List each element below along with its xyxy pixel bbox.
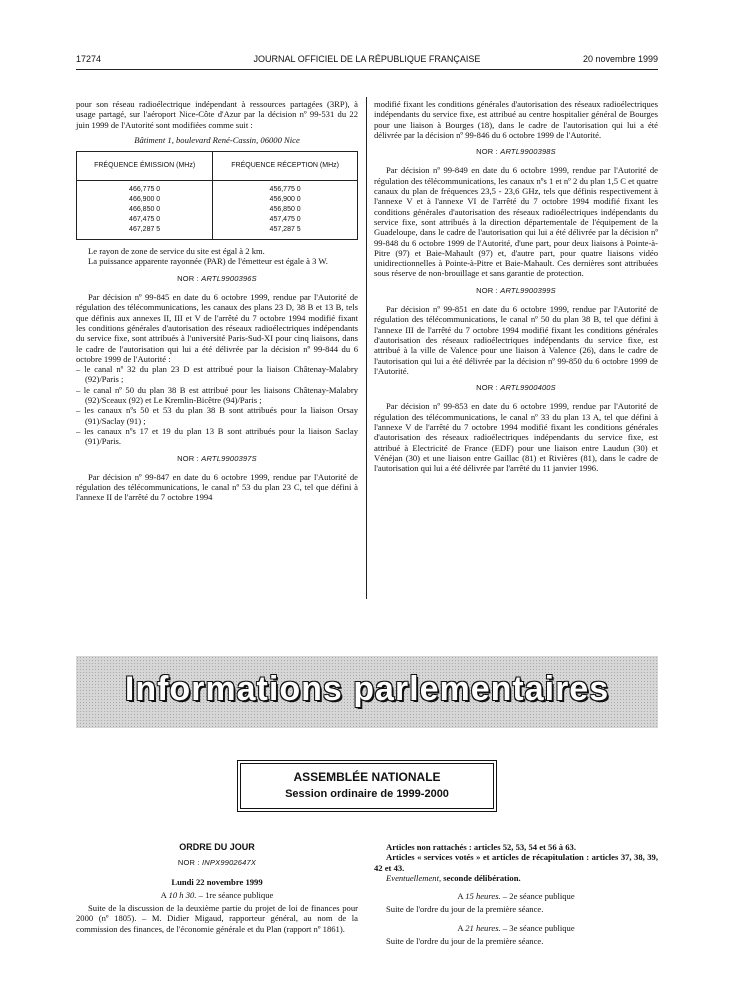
decision-paragraph: Par décision nº 99-845 en date du 6 octobre 1999, rendue par l'Autorité de régulation des télécommunications, les canaux des plans 23 D, 38 B et 13 B, tels que définis aux annexes II, III et V de l'arrêté du 7 octobre 1994 modifié fixant les conditions générales d'autorisation des réseaux radioélectriques indépendants du service fixe, sont attribués à l'université Paris-Sud-XI pour cinq liaisons, dans le cadre de l'autorisation qui lui a été délivrée par la décision nº 99-844 du 6 octobre 1999 de l'Autorité : xyxy=(76,292,358,364)
building-address: Bâtiment 1, boulevard René-Cassin, 06000 Nice xyxy=(134,134,300,145)
articles-line: Articles « services votés » et articles de récapitulation : articles 37, 38, 39, 42 et 43. xyxy=(374,852,658,873)
agenda-heading: ORDRE DU JOUR xyxy=(179,842,255,852)
page-header xyxy=(76,54,658,68)
nor-reference xyxy=(76,274,358,284)
decision-paragraph: Par décision nº 99-849 en date du 6 octobre 1999, rendue par l'Autorité de régulation des télécommunications, les canaux nºs 1 et nº 2 du plan 1,5 C et quatre canaux du plan de fréquences 23,5 - 23,6 GHz, tels que définis respectivement à l'annexe V et à l'annexe VI de l'arrêté du 7 octobre 1994 modifié fixant les conditions générales d'autorisation des réseaux radioélectriques indépendants du service fixe, sont attribués à la direction départementale de l'équipement de la Guadeloupe, dans le cadre de l'autorisation qui lui a été délivrée par la décision nº 99-848 du 6 octobre 1999 de l'Autorité, d'une part, pour deux liaisons à Pointe-à-Pitre (97) et Baie-Mahault (97) et, d'autre part, pour quatre liaisons vidéo unidirectionnelles à Pointe-à-Pitre et Baie-Mahault. Ces dernières sont attribuées sous réserve de non-brouillage et sans garantie de protection. xyxy=(374,165,658,279)
frequency-table xyxy=(76,151,358,240)
nor-reference xyxy=(374,383,658,393)
time-value: 21 heures. xyxy=(465,922,501,933)
agenda-paragraph: Suite de la discussion de la deuxième partie du projet de loi de finances pour 2000 (nº 1805). – M. Didier Migaud, rapporteur général, au nom de la commission des finances, de l'économie générale et du Plan (rapport nº 1861). xyxy=(76,903,358,934)
banner-title: Informations parlementaires xyxy=(124,670,610,708)
eventually-text: Eventuellement, xyxy=(386,872,442,883)
session-time xyxy=(76,890,358,900)
table-cell: 466,775 0 xyxy=(77,181,213,196)
time-value: 10 h 30. xyxy=(168,889,197,900)
table-cell: 457,475 0 xyxy=(213,215,358,225)
column-divider xyxy=(366,97,367,599)
nor-reference xyxy=(374,286,658,296)
channel-list xyxy=(76,364,358,446)
service-radius-paragraph: Le rayon de zone de service du site est égal à 2 km. xyxy=(88,246,265,257)
decision-paragraph: Par décision nº 99-853 en date du 6 octobre 1999, rendue par l'Autorité de régulation des télécommunications, le canal nº 33 du plan 13 A, tel que défini à l'annexe V de l'arrêté du 7 octobre 1994 modifié fixant les conditions générales d'autorisation des réseaux radioélectriques indépendants du service fixe, est attribué à Electricité de France (EDF) pour une liaison entre Laudun (30) et Vénéjan (30) et une liaison entre Gaillac (81) et Rivières (81), dans le cadre de l'autorisation qui lui a été délivrée par l'arrêté du 11 janvier 1996. xyxy=(374,401,658,474)
table-cell: 467,287 5 xyxy=(77,225,213,240)
nor-label: NOR : xyxy=(177,453,199,463)
intro-paragraph: pour son réseau radioélectrique indépendant à ressources partagées (3RP), à usage partagé, sur l'aéroport Nice-Côte d'Azur par la décision nº 99-531 du 22 juin 1999 de l'Autorité sont modifiées comme suit : xyxy=(76,99,358,130)
decision-paragraph: Par décision nº 99-851 en date du 6 octobre 1999, rendue par l'Autorité de régulation des télécommunications, le canal nº 50 du plan 38 B, tel que défini à l'annexe III de l'arrêté du 7 octobre 1994 modifié fixant les conditions générales d'autorisation des réseaux radioélectriques indépendants du service fixe, est attribué à la ville de Valence pour une liaison à Valence (26), dans le cadre de l'autorisation qui lui a été délivrée par la décision nº 99-850 du 6 octobre 1999 de l'Autorité. xyxy=(374,304,658,376)
table-cell: 467,475 0 xyxy=(77,215,213,225)
table-row xyxy=(77,205,358,215)
list-item: – le canal nº 50 du plan 38 B est attribué pour les liaisons Châtenay-Malabry (92)/Sceaux (92) et Le Kremlin-Bicêtre (94)/Paris ; xyxy=(76,385,358,406)
time-prefix: A xyxy=(160,889,167,900)
nor-reference xyxy=(76,858,358,868)
articles-line: Articles non rattachés : articles 52, 53, 54 et 56 à 63. xyxy=(386,842,576,852)
table-cell: 466,850 0 xyxy=(77,205,213,215)
journal-title: JOURNAL OFFICIEL DE LA RÉPUBLIQUE FRANÇAISE xyxy=(253,54,481,64)
time-suffix: – 3e séance publique xyxy=(502,922,575,933)
table-cell: 456,900 0 xyxy=(213,195,358,205)
second-deliberation xyxy=(374,873,658,883)
agenda-left-column xyxy=(76,842,358,934)
nor-reference xyxy=(76,454,358,464)
table-header-reception: FRÉQUENCE RÉCEPTION (MHz) xyxy=(213,152,358,181)
nor-code: ARTL9900398S xyxy=(500,147,556,157)
list-item: – le canal nº 32 du plan 23 D est attribué pour la liaison Châtenay-Malabry (92)/Paris ; xyxy=(76,364,358,385)
table-cell: 456,850 0 xyxy=(213,205,358,215)
table-row xyxy=(77,225,358,240)
nor-code: ARTL9900397S xyxy=(201,453,257,463)
nor-code: ARTL9900399S xyxy=(500,285,556,295)
time-value: 15 heures. xyxy=(465,891,501,902)
nor-label: NOR : xyxy=(177,273,199,283)
table-cell: 466,900 0 xyxy=(77,195,213,205)
nor-code: INPX9902647X xyxy=(202,858,257,868)
table-row xyxy=(77,215,358,225)
time-prefix: A xyxy=(457,891,464,902)
header-rule xyxy=(76,69,658,70)
nor-label: NOR : xyxy=(476,147,498,157)
right-column xyxy=(374,99,658,474)
agenda-right-column xyxy=(374,842,658,946)
nor-code: ARTL9900396S xyxy=(201,273,257,283)
agenda-day: Lundi 22 novembre 1999 xyxy=(171,876,263,887)
second-deliberation-text: seconde délibération. xyxy=(443,872,521,883)
assembly-title: ASSEMBLÉE NATIONALE xyxy=(293,770,441,784)
time-suffix: – 2e séance publique xyxy=(502,891,575,902)
nor-code: ARTL9900400S xyxy=(500,383,556,393)
table-row xyxy=(77,181,358,196)
nor-label: NOR : xyxy=(476,383,498,393)
agenda-paragraph: Suite de l'ordre du jour de la première séance. xyxy=(386,904,544,915)
table-header-emission: FRÉQUENCE ÉMISSION (MHz) xyxy=(77,152,213,181)
nor-label: NOR : xyxy=(476,285,498,295)
time-prefix: A xyxy=(457,922,464,933)
assembly-box xyxy=(240,763,494,809)
agenda-paragraph: Suite de l'ordre du jour de la première séance. xyxy=(386,936,544,947)
decision-paragraph: Par décision nº 99-847 en date du 6 octobre 1999, rendue par l'Autorité de régulation des télécommunications, le canal nº 53 du plan 23 C, tel que défini à l'annexe II de l'arrêté du 7 octobre 1994 xyxy=(76,471,358,503)
power-paragraph: La puissance apparente rayonnée (PAR) de l'émetteur est égale à 3 W. xyxy=(88,256,328,267)
nor-reference xyxy=(374,147,658,157)
session-title: Session ordinaire de 1999-2000 xyxy=(285,788,449,800)
list-item: – les canaux nºs 17 et 19 du plan 13 B sont attribués pour la liaison Saclay (91)/Paris. xyxy=(76,426,358,447)
table-cell: 456,775 0 xyxy=(213,181,358,196)
time-suffix: – 1re séance publique xyxy=(198,889,274,900)
session-time xyxy=(374,891,658,901)
section-banner xyxy=(76,656,658,728)
page-number: 17274 xyxy=(76,54,102,64)
list-item: – les canaux nºs 50 et 53 du plan 38 B sont attribués pour la liaison Orsay (91)/Saclay (91) ; xyxy=(76,405,358,426)
continuation-paragraph: modifié fixant les conditions générales d'autorisation des réseaux radioélectriques indépendants du service fixe, est attribué au centre hospitalier général de Bourges pour une liaison à Bourges (18), dans le cadre de l'autorisation qui lui a été délivrée par la décision nº 99-846 du 6 octobre 1999 de l'Autorité. xyxy=(374,99,658,140)
table-row xyxy=(77,195,358,205)
session-time xyxy=(374,923,658,933)
nor-label: NOR : xyxy=(177,858,200,868)
issue-date: 20 novembre 1999 xyxy=(582,54,658,64)
table-cell: 457,287 5 xyxy=(213,225,358,240)
left-column xyxy=(76,99,358,503)
